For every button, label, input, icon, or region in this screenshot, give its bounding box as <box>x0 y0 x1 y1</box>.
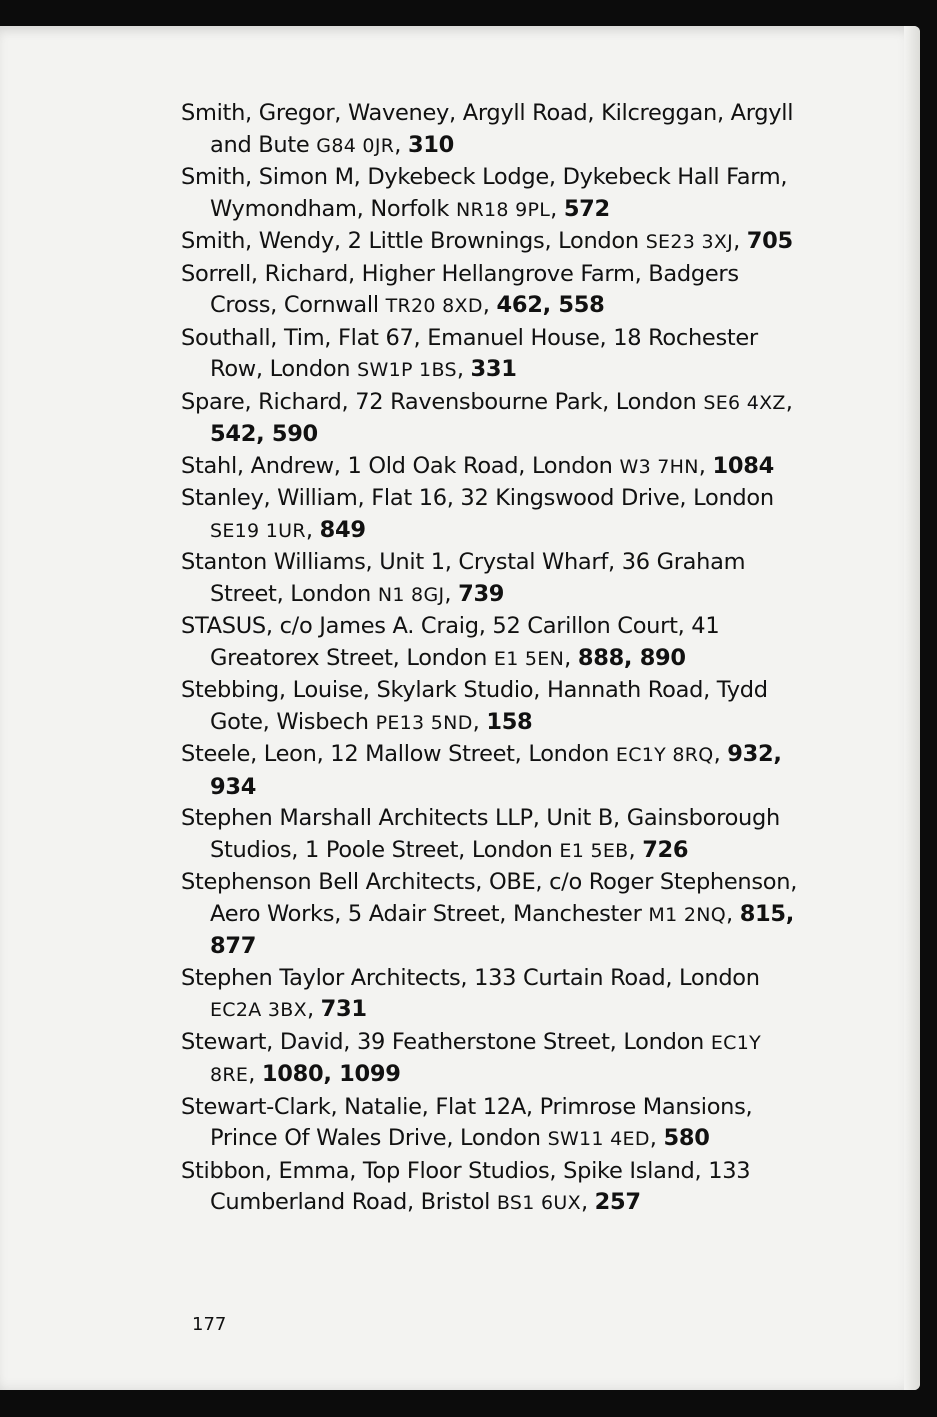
postcode: EC2A 3BX <box>210 999 307 1021</box>
page-refs: 331 <box>470 356 517 382</box>
postcode: W3 7HN <box>619 455 699 478</box>
page-refs: 705 <box>746 228 793 254</box>
postcode: EC1Y 8RQ <box>615 744 714 766</box>
postcode: E1 5EB <box>559 839 629 862</box>
index-entry: Stephen Taylor Architects, 133 Curtain Road, London EC2A 3BX, 731 <box>181 964 760 1022</box>
postcode: G84 0JR <box>316 134 395 157</box>
index-entries <box>181 98 811 1220</box>
index-entry: Steele, Leon, 12 Mallow Street, London EC1Y 8RQ, 932, 934 <box>181 741 782 800</box>
page-refs: 310 <box>407 131 455 158</box>
index-entry: Stahl, Andrew, 1 Old Oak Road, London W3 7HN, 1084 <box>181 452 774 479</box>
page-refs: 158 <box>486 708 533 735</box>
postcode: NR18 9PL <box>455 198 551 221</box>
page-refs: 739 <box>458 580 505 607</box>
index-entry: Smith, Gregor, Waveney, Argyll Road, Kilcreggan, Argyll and Bute G84 0JR, 310 <box>181 100 794 158</box>
index-entry: Stephen Marshall Architects LLP, Unit B, Gainsborough Studios, 1 Poole Street, London E1 5EB, 726 <box>181 805 780 863</box>
postcode: EC1Y 8RE <box>210 1031 762 1086</box>
page-refs: 731 <box>320 996 367 1022</box>
index-entry: Stanley, William, Flat 16, 32 Kingswood Drive, London SE19 1UR, 849 <box>181 485 774 543</box>
page-edge-shadow <box>904 26 920 1390</box>
page-number: 177 <box>192 1314 227 1335</box>
page-refs: 849 <box>319 516 366 543</box>
postcode: N1 8GJ <box>377 583 445 606</box>
postcode: E1 5EN <box>493 647 565 670</box>
page-refs: 542, 590 <box>210 421 318 447</box>
index-entry: Sorrell, Richard, Higher Hellangrove Farm, Badgers Cross, Cornwall TR20 8XD, 462, 558 <box>181 260 739 318</box>
postcode: TR20 8XD <box>385 295 483 317</box>
page-refs: 462, 558 <box>496 292 605 318</box>
postcode: M1 2NQ <box>648 903 726 926</box>
page-refs: 888, 890 <box>577 644 686 671</box>
postcode: SW11 4ED <box>547 1128 650 1150</box>
index-entry: Southall, Tim, Flat 67, Emanuel House, 18 Rochester Row, London SW1P 1BS, 331 <box>181 324 758 382</box>
index-entry: Stewart, David, 39 Featherstone Street, London EC1Y 8RE, 1080, 1099 <box>181 1028 762 1087</box>
index-entry: Spare, Richard, 72 Ravensbourne Park, London SE6 4XZ, 542, 590 <box>181 388 793 447</box>
page-refs: 932, 934 <box>210 741 782 800</box>
index-entry: Stephenson Bell Architects, OBE, c/o Roger Stephenson, Aero Works, 5 Adair Street, Manchester M1 2NQ, 815, 877 <box>181 869 798 959</box>
index-entry: Smith, Simon M, Dykebeck Lodge, Dykebeck Hall Farm, Wymondham, Norfolk NR18 9PL, 572 <box>181 164 788 222</box>
postcode: SE23 3XJ <box>645 231 734 253</box>
page-refs: 815, 877 <box>210 900 795 959</box>
page-refs: 572 <box>563 195 610 222</box>
postcode: BS1 6UX <box>496 1192 581 1214</box>
index-entry: Stewart-Clark, Natalie, Flat 12A, Primrose Mansions, Prince Of Wales Drive, London SW11 4ED, 580 <box>181 1093 753 1151</box>
index-entry: Stebbing, Louise, Skylark Studio, Hannath Road, Tydd Gote, Wisbech PE13 5ND, 158 <box>181 677 768 735</box>
postcode: SE19 1UR <box>210 519 306 542</box>
index-entry: STASUS, c/o James A. Craig, 52 Carillon Court, 41 Greatorex Street, London E1 5EN, 888, 890 <box>181 613 720 671</box>
index-entry: Stibbon, Emma, Top Floor Studios, Spike Island, 133 Cumberland Road, Bristol BS1 6UX, 257 <box>181 1157 751 1215</box>
index-entry: Stanton Williams, Unit 1, Crystal Wharf, 36 Graham Street, London N1 8GJ, 739 <box>181 549 746 607</box>
page-refs: 257 <box>594 1189 641 1215</box>
postcode: PE13 5ND <box>375 711 473 734</box>
postcode: SE6 4XZ <box>703 391 786 414</box>
postcode: SW1P 1BS <box>357 359 457 381</box>
page-refs: 580 <box>663 1125 710 1151</box>
page-refs: 1080, 1099 <box>261 1061 401 1087</box>
page-refs: 1084 <box>712 452 774 479</box>
book-page <box>0 26 920 1390</box>
index-entry: Smith, Wendy, 2 Little Brownings, London SE23 3XJ, 705 <box>181 228 793 254</box>
page-refs: 726 <box>642 836 689 863</box>
